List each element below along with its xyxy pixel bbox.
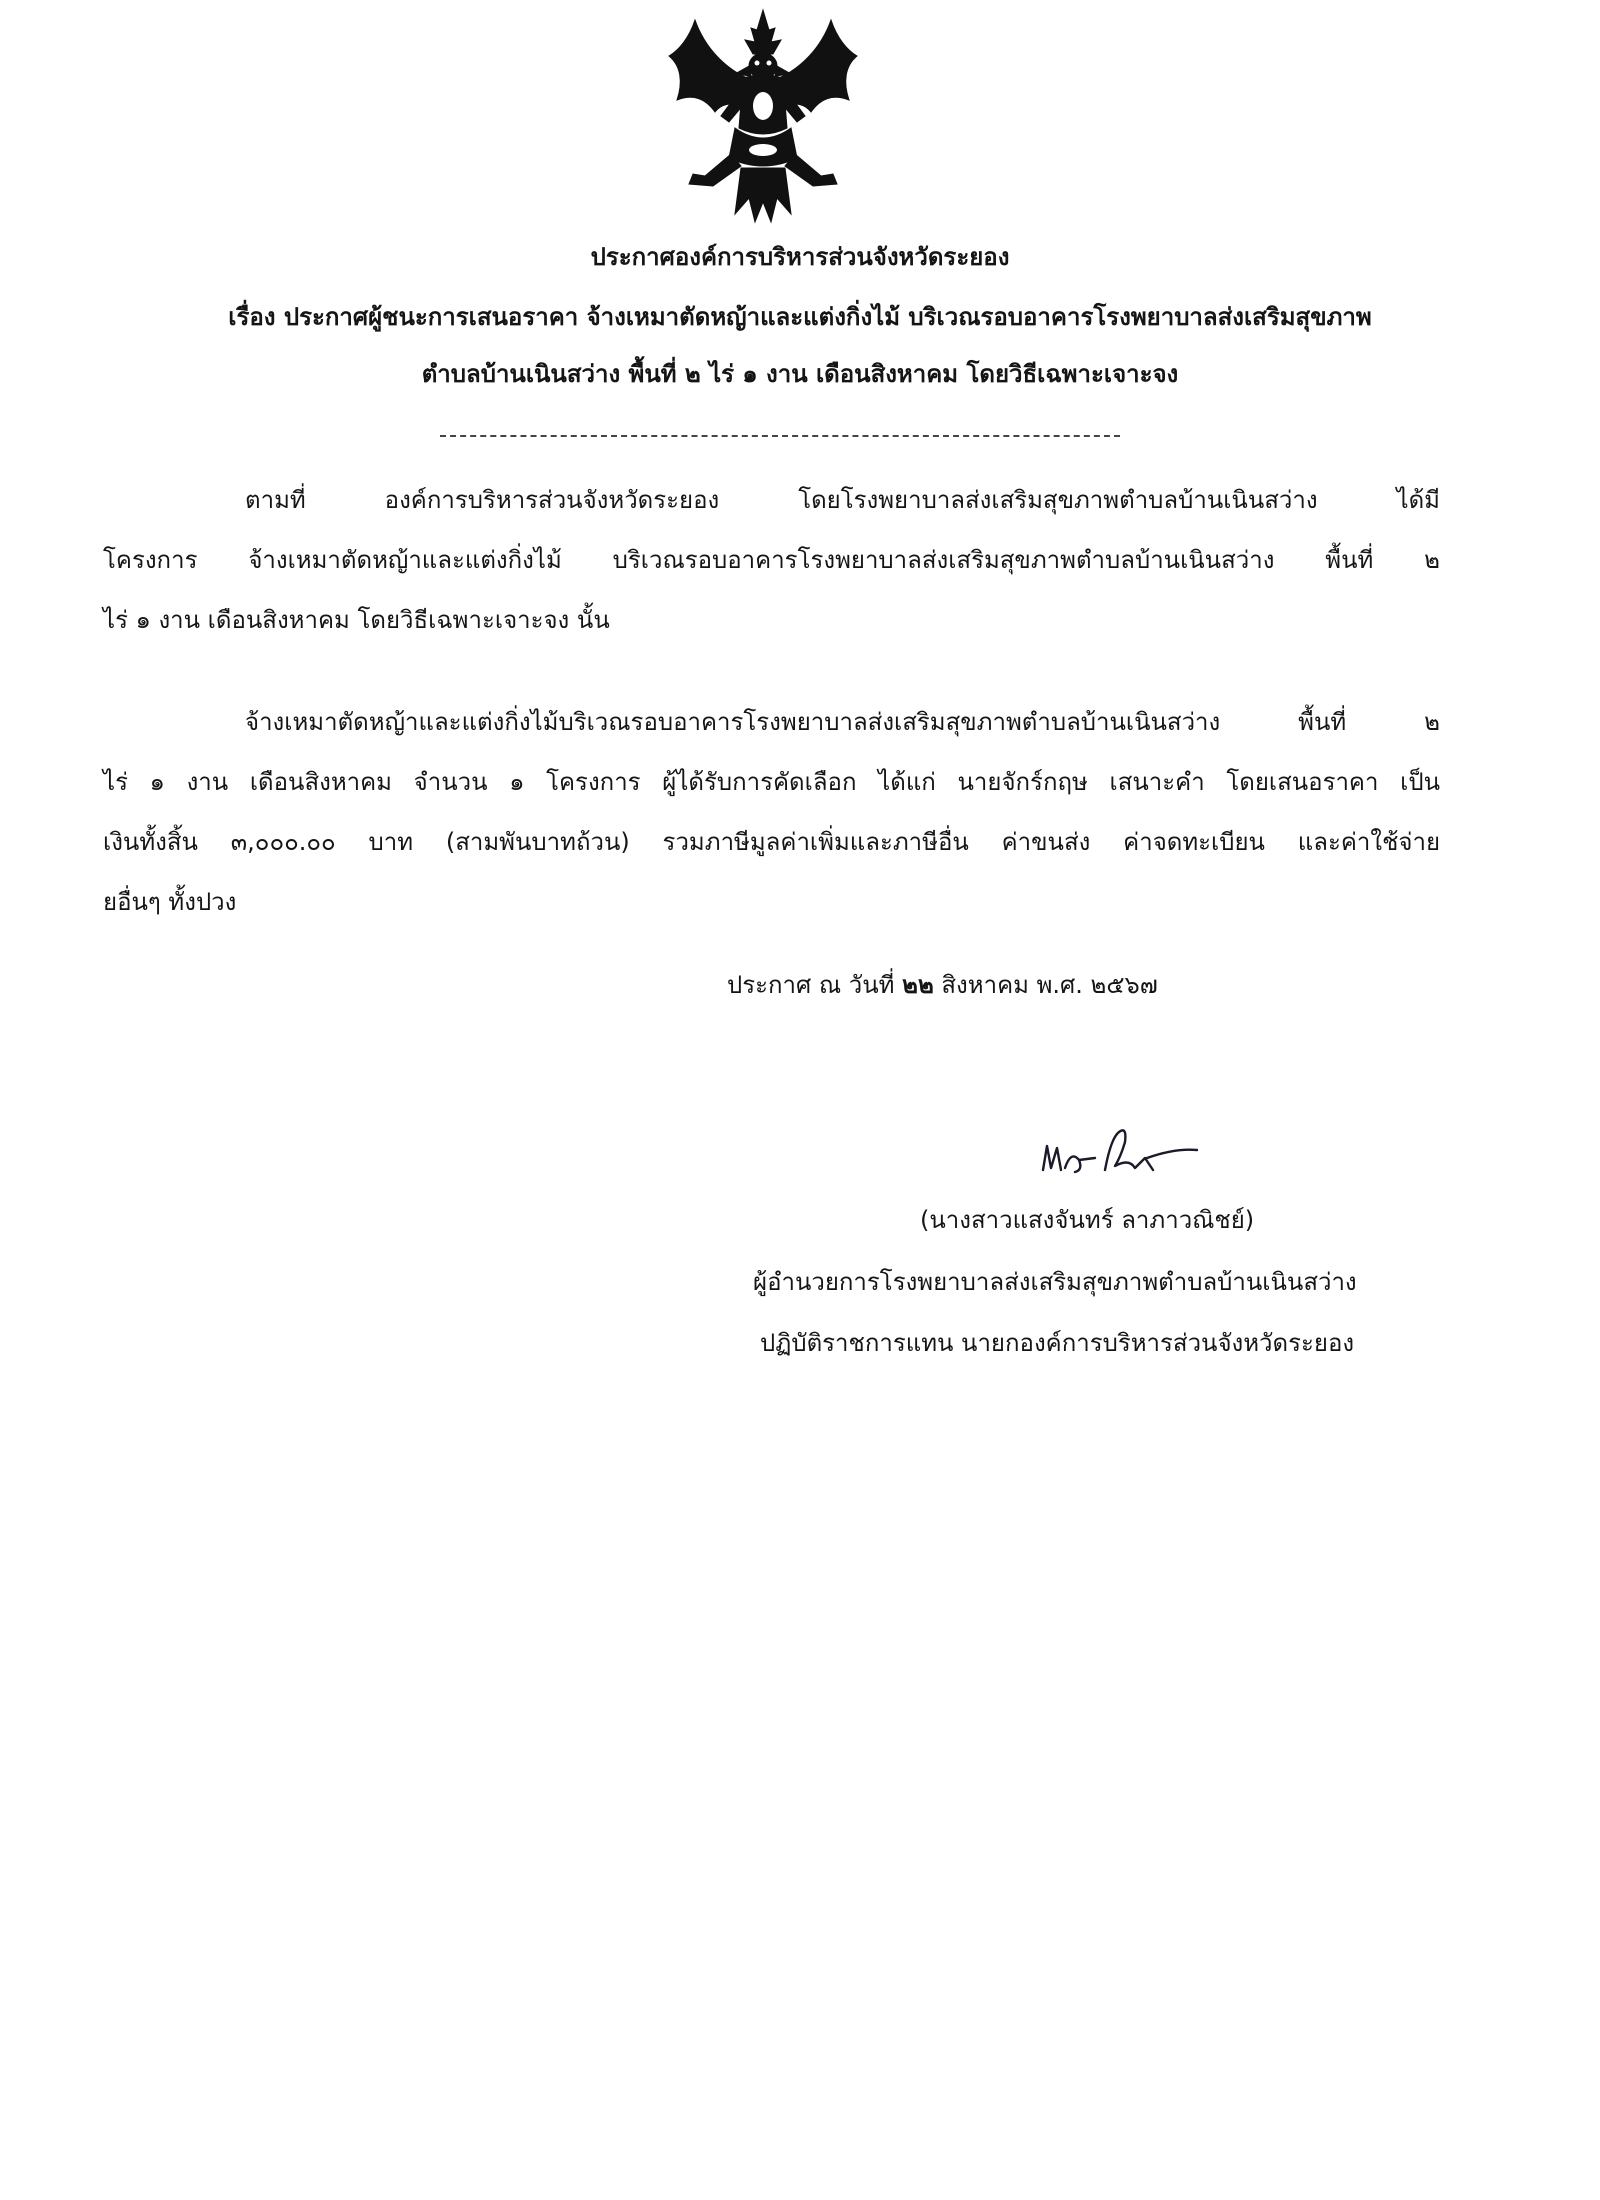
announcement-date — [727, 968, 1158, 1002]
announcement-day: ๒๒ — [902, 971, 934, 999]
paragraph-2-line-2: ไร่ ๑ งาน เดือนสิงหาคม จำนวน ๑ โครงการ ผู้ได้รับการคัดเลือก ได้แก่ นายจักร์กฤษ เสนาะคำ โดยเสนอราคา เป็น — [103, 768, 1440, 796]
paragraph-1-line-2: โครงการ จ้างเหมาตัดหญ้าและแต่งกิ่งไม้ บริเวณรอบอาคารโรงพยาบาลส่งเสริมสุขภาพตำบลบ้านเนินสว่าง พื้นที่ ๒ — [103, 546, 1440, 574]
paragraph-2-line-3: เงินทั้งสิ้น ๓,๐๐๐.๐๐ บาท (สามพันบาทถ้วน) รวมภาษีมูลค่าเพิ่มและภาษีอื่น ค่าขนส่ง ค่าจดทะเบียน และค่าใช้จ่าย — [103, 828, 1440, 856]
paragraph-1-line-1: ตามที่ องค์การบริหารส่วนจังหวัดระยอง โดยโรงพยาบาลส่งเสริมสุขภาพตำบลบ้านเนินสว่าง ได้มี — [245, 486, 1440, 514]
signatory-position-2: ปฏิบัติราชการแทน นายกองค์การบริหารส่วนจังหวัดระยอง — [760, 1329, 1355, 1357]
announcement-month-year: สิงหาคม พ.ศ. ๒๕๖๗ — [941, 971, 1158, 999]
separator-rule — [440, 435, 1120, 437]
signatory-name: (นางสาวแสงจันทร์ ลาภาวณิชย์) — [920, 1206, 1255, 1234]
announcement-prefix: ประกาศ ณ วันที่ — [727, 971, 895, 999]
document-title: ประกาศองค์การบริหารส่วนจังหวัดระยอง — [590, 243, 1010, 271]
subject-line-2: ตำบลบ้านเนินสว่าง พื้นที่ ๒ ไร่ ๑ งาน เดือนสิงหาคม โดยวิธีเฉพาะเจาะจง — [421, 360, 1179, 388]
paragraph-2-line-1: จ้างเหมาตัดหญ้าและแต่งกิ่งไม้บริเวณรอบอาคารโรงพยาบาลส่งเสริมสุขภาพตำบลบ้านเนินสว่าง พื้นที่ ๒ — [245, 708, 1440, 736]
signatory-position-1: ผู้อำนวยการโรงพยาบาลส่งเสริมสุขภาพตำบลบ้านเนินสว่าง — [753, 1268, 1357, 1296]
paragraph-2-line-4: ยอื่นๆ ทั้งปวง — [103, 888, 237, 916]
garuda-emblem-icon — [665, 8, 861, 230]
handwritten-signature — [1035, 1118, 1205, 1193]
paragraph-1-line-3: ไร่ ๑ งาน เดือนสิงหาคม โดยวิธีเฉพาะเจาะจง นั้น — [103, 606, 610, 634]
subject-line-1: เรื่อง ประกาศผู้ชนะการเสนอราคา จ้างเหมาตัดหญ้าและแต่งกิ่งไม้ บริเวณรอบอาคารโรงพยาบาลส่งเสริมสุขภาพ — [228, 303, 1372, 331]
